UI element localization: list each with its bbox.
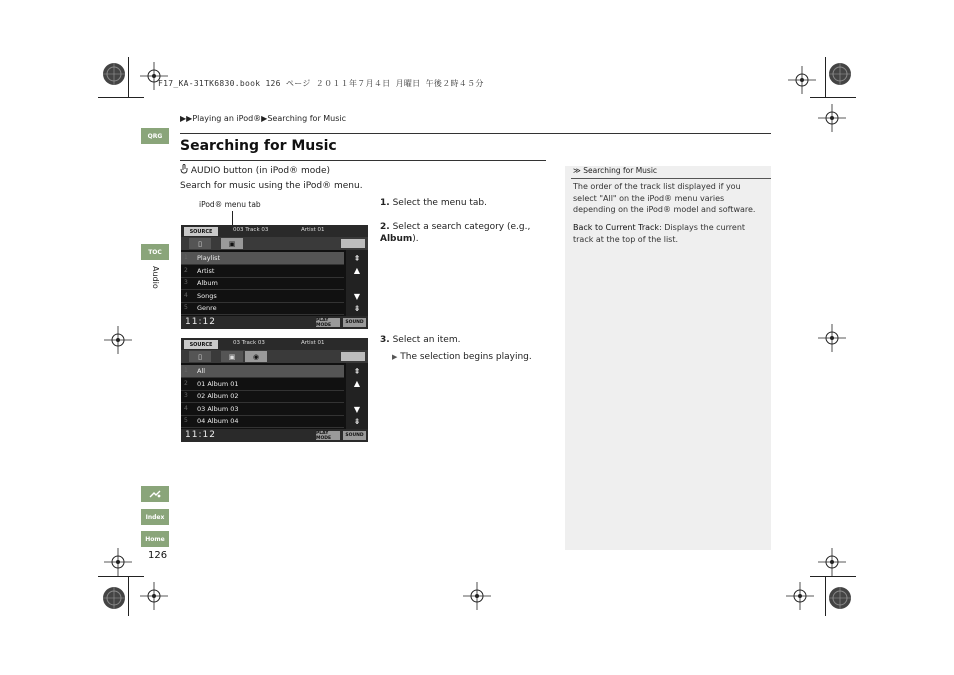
page-down-icon[interactable]: ⇟ — [353, 304, 361, 313]
list-item[interactable]: 5 Genre — [181, 302, 344, 315]
voice-command-tab[interactable] — [141, 486, 169, 502]
step-text-end: ). — [412, 234, 419, 244]
side-note-emphasis: Back to Current Track — [573, 223, 660, 232]
list-scrollbar[interactable] — [346, 250, 368, 316]
list-item[interactable]: 3 Album — [181, 277, 344, 290]
result-text: The selection begins playing. — [400, 352, 532, 362]
screen-bottom-bar — [181, 316, 368, 329]
list-scrollbar[interactable] — [346, 363, 368, 429]
screen-tab-bar — [181, 237, 368, 250]
back-tab-icon[interactable]: ▯ — [189, 238, 211, 249]
step-text: Select a search category (e.g., — [392, 222, 531, 232]
registration-target-icon — [826, 584, 854, 612]
sound-button[interactable]: SOUND — [343, 431, 366, 440]
list-item[interactable]: 2 01 Album 01 — [181, 378, 344, 391]
breadcrumb-current: Searching for Music — [267, 114, 347, 123]
page-title: Searching for Music — [180, 138, 337, 154]
scroll-up-icon[interactable]: ▲ — [353, 266, 361, 275]
registration-crosshair-icon — [140, 582, 168, 610]
track-readout: 003 Track 03 — [233, 227, 269, 233]
crop-mark — [98, 576, 144, 577]
back-tab-icon[interactable]: ▯ — [189, 351, 211, 362]
step-text: Select an item. — [392, 335, 461, 345]
crop-mark — [128, 57, 129, 97]
registration-target-icon — [826, 60, 854, 88]
album-tab-icon[interactable]: ◉ — [245, 351, 267, 362]
registration-crosshair-icon — [818, 324, 846, 352]
page-number: 126 — [148, 550, 168, 561]
registration-target-icon — [100, 584, 128, 612]
breadcrumb-separator: ▶ — [261, 114, 268, 123]
list-item[interactable]: 1 Playlist — [181, 252, 344, 265]
registration-crosshair-icon — [786, 582, 814, 610]
intro-text: Search for music using the iPod® menu. — [180, 181, 363, 191]
audio-button-text: AUDIO button (in iPod® mode) — [190, 166, 330, 176]
header-rule — [180, 133, 771, 134]
side-note-title: Searching for Music — [583, 166, 658, 175]
step-1 — [380, 197, 487, 209]
step-3-result — [392, 351, 532, 363]
list-item[interactable]: 4 Songs — [181, 290, 344, 303]
step-number: 3. — [380, 335, 390, 345]
step-emphasis: Album — [380, 234, 413, 244]
registration-crosshair-icon — [104, 548, 132, 576]
list-item[interactable]: 3 02 Album 02 — [181, 390, 344, 403]
back-to-current-button[interactable] — [341, 352, 365, 361]
step-2 — [380, 221, 540, 245]
ipod-menu-tab[interactable]: ▣ — [221, 351, 243, 362]
scroll-down-icon[interactable]: ▼ — [353, 292, 361, 301]
page-up-icon[interactable]: ⇞ — [353, 367, 361, 376]
screen-status-bar — [181, 338, 368, 350]
page-down-icon[interactable]: ⇟ — [353, 417, 361, 426]
title-rule — [180, 160, 546, 161]
side-note-para-2 — [573, 222, 763, 245]
side-note-para-1: The order of the track list displayed if you select "All" on the iPod® menu varies depending on the iPod® model and software. — [573, 182, 756, 214]
registration-crosshair-icon — [104, 326, 132, 354]
breadcrumb-link-ipod[interactable]: Playing an iPod® — [192, 114, 262, 123]
artist-readout: Artist 01 — [301, 340, 325, 346]
ipod-menu-tab[interactable]: ▣ — [221, 238, 243, 249]
registration-target-icon — [100, 60, 128, 88]
screen-tab-bar — [181, 350, 368, 363]
clock-readout: 11:12 — [185, 430, 216, 440]
ipod-screen-menu — [181, 225, 368, 329]
toc-tab[interactable]: TOC — [141, 244, 169, 260]
clock-readout: 11:12 — [185, 317, 216, 327]
list-item[interactable]: 1 All — [181, 365, 344, 378]
hand-pointer-icon — [180, 164, 188, 174]
ipod-screen-album-list — [181, 338, 368, 442]
artist-readout: Artist 01 — [301, 227, 325, 233]
source-button[interactable]: SOURCE — [184, 340, 218, 349]
sound-button[interactable]: SOUND — [343, 318, 366, 327]
side-note-para-2-text: : Displays the current track at the top of the list. — [573, 223, 746, 244]
step-3 — [380, 334, 460, 346]
registration-crosshair-icon — [788, 66, 816, 94]
side-note-rule — [571, 178, 771, 179]
step-number: 2. — [380, 222, 390, 232]
crop-mark — [810, 97, 856, 98]
crop-mark — [128, 576, 129, 616]
crop-mark — [810, 576, 856, 577]
breadcrumb — [180, 114, 346, 123]
step-text: Select the menu tab. — [392, 198, 488, 208]
step-number: 1. — [380, 198, 390, 208]
registration-crosshair-icon — [818, 548, 846, 576]
screen-bottom-bar — [181, 429, 368, 442]
index-tab[interactable]: Index — [141, 509, 169, 525]
back-to-current-button[interactable] — [341, 239, 365, 248]
qrg-tab[interactable]: QRG — [141, 128, 169, 144]
scroll-down-icon[interactable]: ▼ — [353, 405, 361, 414]
voice-icon — [149, 489, 161, 499]
scroll-up-icon[interactable]: ▲ — [353, 379, 361, 388]
breadcrumb-marker: ▶▶ — [180, 114, 193, 123]
play-mode-button[interactable]: PLAY MODE — [316, 318, 340, 327]
track-readout: 03 Track 03 — [233, 340, 265, 346]
audio-button-note — [180, 164, 330, 176]
side-note-panel — [565, 166, 771, 550]
registration-crosshair-icon — [818, 104, 846, 132]
result-marker: ▶ — [392, 353, 398, 361]
section-label: Audio — [151, 266, 160, 289]
page-up-icon[interactable]: ⇞ — [353, 254, 361, 263]
screen-status-bar — [181, 225, 368, 237]
side-note-heading — [573, 166, 657, 175]
home-tab[interactable]: Home — [141, 531, 169, 547]
list-item[interactable]: 5 04 Album 04 — [181, 415, 344, 428]
crop-mark — [98, 97, 144, 98]
source-button[interactable]: SOURCE — [184, 227, 218, 236]
play-mode-button[interactable]: PLAY MODE — [316, 431, 340, 440]
side-note-marker: ≫ — [573, 166, 581, 175]
file-info: F17_KA-31TK6830.book 126 ページ ２０１１年７月４日 月曜日 午後２時４５分 — [158, 79, 484, 88]
callout-label: iPod® menu tab — [199, 200, 261, 209]
list-item[interactable]: 2 Artist — [181, 265, 344, 278]
registration-crosshair-icon — [463, 582, 491, 610]
list-item[interactable]: 4 03 Album 03 — [181, 403, 344, 416]
